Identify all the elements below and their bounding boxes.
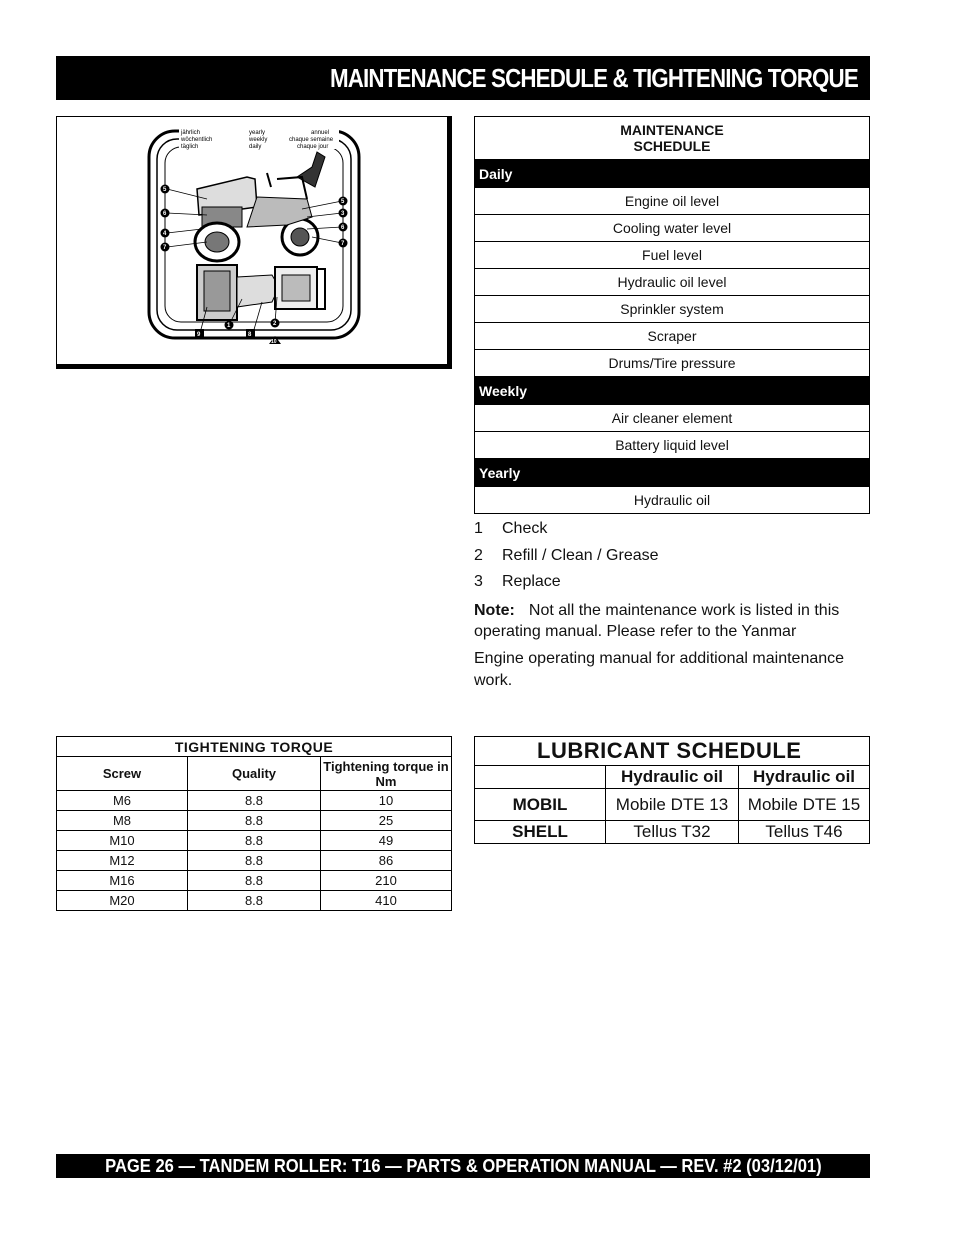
cell-torque: 210 [321, 871, 452, 891]
daily-item: Sprinkler system [475, 296, 870, 323]
callout-right-2: 3 [341, 211, 345, 217]
legend-text: Check [502, 520, 548, 537]
page-title: MAINTENANCE SCHEDULE & TIGHTENING TORQUE [330, 63, 858, 93]
maintenance-diagram [56, 116, 452, 369]
legend-item [474, 545, 872, 572]
yearly-item: Hydraulic oil [475, 487, 870, 514]
callout-right-3: 6 [341, 225, 345, 231]
maintenance-header-line1: MAINTENANCE [620, 122, 724, 138]
daily-item: Engine oil level [475, 188, 870, 215]
table-row [57, 871, 452, 891]
page-footer [56, 1154, 870, 1178]
cell-screw: M6 [57, 791, 188, 811]
cell-torque: 49 [321, 831, 452, 851]
callout-bottom-3: 8 [248, 332, 252, 338]
loop-outer [149, 131, 359, 338]
legend-item [474, 518, 872, 545]
roller-top-view [197, 265, 325, 320]
label-daily-en: daily [249, 144, 262, 150]
table-row [475, 789, 870, 821]
tightening-torque-table [56, 736, 452, 911]
legend-text: Replace [502, 573, 561, 590]
cell-torque: 10 [321, 791, 452, 811]
cell-torque: 25 [321, 811, 452, 831]
cell-torque: 410 [321, 891, 452, 911]
daily-item: Fuel level [475, 242, 870, 269]
legend-text: Refill / Clean / Grease [502, 546, 659, 564]
col-quality: Quality [188, 757, 321, 791]
lubricant-schedule-table [474, 736, 870, 844]
maintenance-header [475, 117, 870, 160]
cell-screw: M12 [57, 851, 188, 871]
lube-corner-cell [475, 766, 606, 789]
label-daily-de: täglich [181, 144, 199, 150]
table-row [57, 891, 452, 911]
cell-quality: 8.8 [188, 831, 321, 851]
callout-left-1: 5 [163, 187, 167, 193]
shell-label: SHELL [475, 821, 606, 844]
cell-quality: 8.8 [188, 791, 321, 811]
label-weekly-de: wöchentlich [181, 137, 213, 143]
legend-num: 3 [474, 573, 483, 590]
callout-right-1: 5 [341, 199, 345, 205]
cell-quality: 8.8 [188, 851, 321, 871]
callout-left-4: 7 [163, 245, 167, 251]
label-yearly-fr: annuel [311, 130, 330, 136]
section-yearly: Yearly [475, 459, 870, 487]
daily-item: Scraper [475, 323, 870, 350]
cell-screw: M8 [57, 811, 188, 831]
col-screw: Screw [57, 757, 188, 791]
note-label: Note: [474, 601, 515, 619]
cell-screw: M10 [57, 831, 188, 851]
daily-item: Drums/Tire pressure [475, 350, 870, 377]
daily-item: Cooling water level [475, 215, 870, 242]
section-daily: Daily [475, 160, 870, 188]
label-yearly-de: jährlich [181, 130, 201, 136]
torque-title: TIGHTENING TORQUE [57, 737, 452, 757]
legend-num: 2 [474, 546, 483, 564]
callout-bottom-5: 10 [271, 339, 277, 345]
lube-col2: Hydraulic oil [739, 766, 870, 789]
lube-col1: Hydraulic oil [606, 766, 739, 789]
footer-text: PAGE 26 — TANDEM ROLLER: T16 — PARTS & OPERATION MANUAL — REV. #2 (03/12/01) [104, 1156, 822, 1176]
maintenance-schedule-table [474, 116, 870, 514]
col-torque: Tightening torque in Nm [321, 757, 452, 791]
label-weekly-fr: chaque semaine [289, 137, 334, 143]
table-row [57, 831, 452, 851]
callout-left-3: 4 [163, 231, 167, 237]
cell-screw: M16 [57, 871, 188, 891]
label-weekly-en: weekly [249, 137, 268, 143]
cell-quality: 8.8 [188, 871, 321, 891]
callout-bottom-1: 9 [197, 332, 201, 338]
roller-side-view [195, 152, 325, 261]
maintenance-header-line2: SCHEDULE [633, 138, 711, 154]
note-text: Not all the maintenance work is listed in this operating manual. Please refer to the Yanmar [474, 601, 840, 640]
shell-cell-2: Tellus T46 [739, 821, 870, 844]
roller-diagram-svg [57, 117, 447, 364]
label-daily-fr: chaque jour [297, 144, 329, 150]
table-row [57, 811, 452, 831]
cell-screw: M20 [57, 891, 188, 911]
weekly-item: Air cleaner element [475, 405, 870, 432]
callout-bottom-2: 1 [227, 323, 231, 329]
daily-item: Hydraulic oil level [475, 269, 870, 296]
cell-quality: 8.8 [188, 891, 321, 911]
mobil-label: MOBIL [475, 789, 606, 821]
legend [474, 518, 872, 692]
shell-cell-1: Tellus T32 [606, 821, 739, 844]
cell-torque: 86 [321, 851, 452, 871]
mobil-cell-1: Mobile DTE 13 [606, 789, 739, 821]
note [474, 600, 872, 642]
cell-quality: 8.8 [188, 811, 321, 831]
callout-left-2: 6 [163, 211, 167, 217]
label-yearly-en: yearly [249, 130, 266, 136]
section-weekly: Weekly [475, 377, 870, 405]
note-text-2: Engine operating manual for additional maintenance work. [474, 649, 845, 689]
legend-item [474, 571, 872, 598]
callout-right-4: 7 [341, 241, 345, 247]
mobil-cell-2: Mobile DTE 15 [739, 789, 870, 821]
legend-num: 1 [474, 520, 483, 537]
weekly-item: Battery liquid level [475, 432, 870, 459]
table-row [475, 821, 870, 844]
lubricant-title: LUBRICANT SCHEDULE [475, 737, 870, 766]
table-row [57, 851, 452, 871]
table-row [57, 791, 452, 811]
page-title-bar [56, 56, 870, 100]
callout-bottom-4: 2 [273, 321, 277, 327]
